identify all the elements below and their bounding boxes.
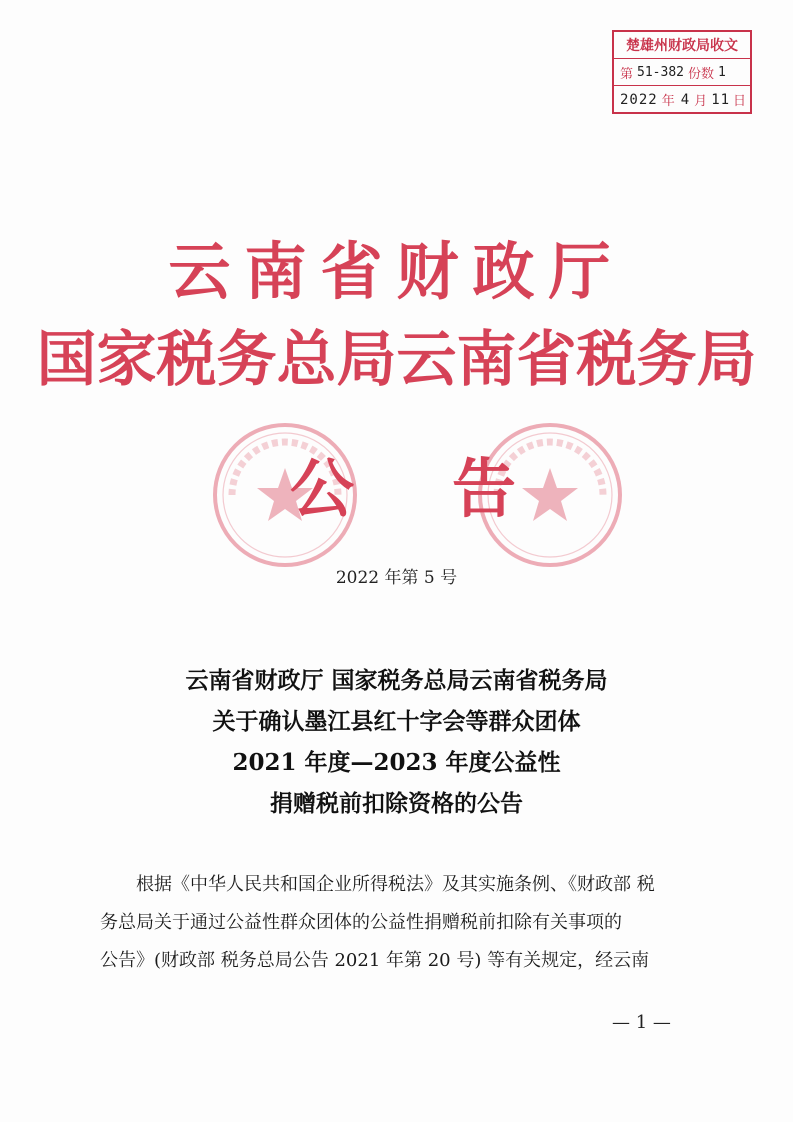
- receipt-date-month: 4: [680, 91, 691, 108]
- page-number: — 1 —: [612, 1012, 671, 1033]
- agency-name-1: 云南省财政厅: [168, 235, 625, 308]
- receipt-date-month-unit: 月: [694, 94, 708, 109]
- document-body: [100, 866, 715, 980]
- receipt-copies-value: 1: [718, 64, 726, 80]
- receipt-stamp-number-row: [614, 59, 750, 86]
- receipt-number-label: 第: [620, 66, 634, 82]
- receipt-copies-label: 份数: [687, 66, 714, 82]
- title-line-3: 2021 年度—2023 年度公益性: [232, 749, 561, 776]
- title-line-1: 云南省财政厅 国家税务总局云南省税务局: [185, 667, 608, 694]
- body-line-3: 公告》(财政部 税务总局公告 2021 年第 20 号) 等有关规定，经云南: [100, 950, 650, 971]
- document-number: 2022 年第 5 号: [335, 568, 458, 588]
- document-title: [0, 660, 793, 824]
- receipt-date-year: 2022: [620, 91, 658, 108]
- receipt-date-year-unit: 年: [661, 94, 675, 109]
- body-line-2: 务总局关于通过公益性群众团体的公益性捐赠税前扣除有关事项的: [100, 912, 622, 933]
- title-line-2: 关于确认墨江县红十字会等群众团体: [212, 708, 581, 735]
- title-line-4: 捐赠税前扣除资格的公告: [270, 790, 523, 817]
- receipt-number-value: 51-382: [637, 64, 684, 80]
- receipt-date-day: 11: [711, 91, 731, 108]
- receipt-date-day-unit: 日: [733, 94, 747, 109]
- agency-name-2: 国家税务总局云南省税务局: [36, 325, 757, 395]
- body-line-1: 根据《中华人民共和国企业所得税法》及其实施条例、《财政部 税: [136, 874, 655, 895]
- receipt-stamp-date-row: [614, 86, 750, 113]
- notice-char-1: 公: [290, 452, 354, 527]
- receipt-stamp-title: 楚雄州财政局收文: [614, 32, 750, 59]
- receipt-stamp: [612, 30, 752, 114]
- notice-char-2: 告: [452, 452, 516, 527]
